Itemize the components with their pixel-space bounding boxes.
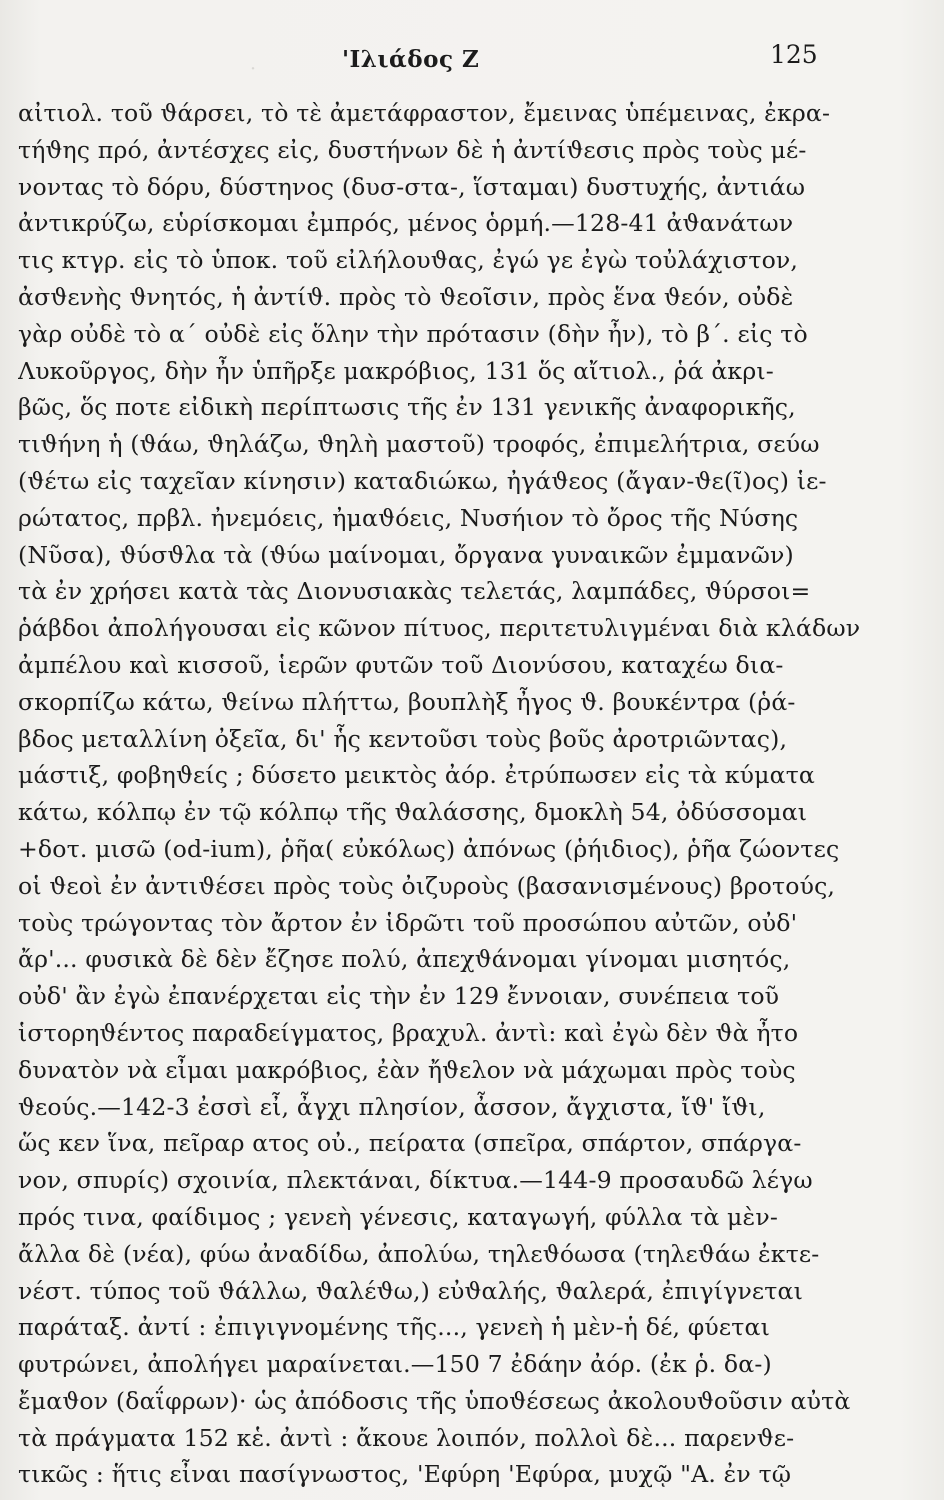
running-head: 'Ιλιάδος Ζ [342, 46, 480, 73]
text-line: νον, σπυρίς) σχοινία, πλεκτάναι, δίκτυα.—144-9 προσαυδῶ λέγω [18, 1166, 813, 1195]
text-line: τιϑήνη ἡ (ϑάω, ϑηλάζω, ϑηλὴ μαστοῦ) τροφός, ἐπιμελήτρια, σεύω [18, 430, 820, 459]
commentary-block [18, 95, 918, 1493]
text-line: τικῶς : ἥτις εἶναι πασίγνωστος, 'Εφύρη 'Εφύρα, μυχῷ "Α. ἐν τῷ [18, 1460, 792, 1489]
text-line: νοντας τὸ δόρυ, δύστηνος (δυσ-στα-, ἵσταμαι) δυστυχής, ἀντιάω [18, 172, 806, 201]
text-line: ϑεούς.—142-3 ἐσσὶ εἶ, ἆγχι πλησίον, ἆσσον, ἄγχιστα, ἴϑ' ἴϑι, [18, 1092, 766, 1121]
text-line: φυτρώνει, ἀπολήγει μαραίνεται.—150 7 ἐδάην ἀόρ. (ἐκ ῥ. δα-) [18, 1350, 772, 1379]
text-line: ἀμπέλου καὶ κισσοῦ, ἱερῶν φυτῶν τοῦ Διονύσου, καταχέω δια- [18, 650, 784, 679]
text-line: ἔμαϑον (δαΐφρων)· ὡς ἀπόδοσις τῆς ὑποϑέσεως ἀκολουϑοῦσιν αὐτὰ [18, 1386, 851, 1415]
text-line: ἄρ'... φυσικὰ δὲ δὲν ἔζησε πολύ, ἀπεχϑάνομαι γίνομαι μισητός, [18, 945, 791, 974]
text-line: βῶς, ὅς ποτε εἰδικὴ περίπτωσις τῆς ἐν 131 γενικῆς ἀναφορικῆς, [18, 393, 796, 422]
text-line: τήϑης πρό, ἀντέσχες εἰς, δυστήνων δὲ ἡ ἀντίϑεσις πρὸς τοὺς μέ- [18, 135, 807, 164]
text-line: τοὺς τρώγοντας τὸν ἄρτον ἐν ἱδρῶτι τοῦ προσώπου αὐτῶν, οὐδ' [18, 908, 798, 937]
text-line: +δοτ. μισῶ (od-ium), ῥῆα( εὐκόλως) ἀπόνως (ῥήιδιος), ῥῆα ζώοντες [18, 834, 840, 863]
text-line: νέστ. τύπος τοῦ ϑάλλω, ϑαλέϑω,) εὐϑαλής, ϑαλερά, ἐπιγίγνεται [18, 1276, 803, 1305]
text-line: δυνατὸν νὰ εἶμαι μακρόβιος, ἐὰν ἤϑελον νὰ μάχωμαι πρὸς τοὺς [18, 1055, 796, 1084]
text-line: μάστιξ, φοβηϑείς ; δύσετο μεικτὸς ἀόρ. ἐτρύπωσεν εἰς τὰ κύματα [18, 761, 815, 790]
bleed-through-text: · [250, 58, 257, 80]
text-line: οὐδ' ἂν ἐγὼ ἐπανέρχεται εἰς τὴν ἐν 129 ἔννοιαν, συνέπεια τοῦ [18, 982, 780, 1011]
text-line: σκορπίζω κάτω, ϑείνω πλήττω, βουπλὴξ ἦγος ϑ. βουκέντρα (ῥά- [18, 687, 796, 716]
text-line: ἄλλα δὲ (νέα), φύω ἀναδίδω, ἀπολύω, τηλεϑόωσα (τηλεϑάω ἐκτε- [18, 1239, 820, 1268]
text-line: παράταξ. ἀντί : ἐπιγιγνομένης τῆς..., γενεὴ ἡ μὲν-ἡ δέ, φύεται [18, 1313, 770, 1342]
page-number: 125 [770, 40, 818, 69]
text-line: ὥς κεν ἵνα, πεῖραρ ατος οὐ., πείρατα (σπεῖρα, σπάρτον, σπάργα- [18, 1129, 802, 1158]
text-line: (ϑέτω εἰς ταχεῖαν κίνησιν) καταδιώκω, ἠγάϑεος (ἄγαν-ϑε(ῖ)ος) ἱε- [18, 466, 827, 495]
text-line: τις κτγρ. εἰς τὸ ὑποκ. τοῦ εἰλήλουϑας, ἐγώ γε ἐγὼ τοὐλάχιστον, [18, 246, 799, 275]
text-line: τὰ πράγματα 152 κἑ. ἀντὶ : ἄκουε λοιπόν, πολλοὶ δὲ... παρενϑε- [18, 1423, 795, 1452]
text-line: ἱστορηϑέντος παραδείγματος, βραχυλ. ἀντὶ: καὶ ἐγὼ δὲν ϑὰ ἦτο [18, 1018, 799, 1047]
text-line: πρός τινα, φαίδιμος ; γενεὴ γένεσις, καταγωγή, φύλλα τὰ μὲν- [18, 1202, 778, 1231]
page-header [0, 28, 944, 88]
text-line: ἀσϑενὴς ϑνητός, ἡ ἀντίϑ. πρὸς τὸ ϑεοῖσιν, πρὸς ἕνα ϑεόν, οὐδὲ [18, 282, 794, 311]
text-line: Λυκοῦργος, δὴν ἦν ὑπῆρξε μακρόβιος, 131 ὅς αἴτιολ., ῥά ἀκρι- [18, 356, 774, 385]
text-line: (Νῦσα), ϑύσϑλα τὰ (ϑύω μαίνομαι, ὄργανα γυναικῶν ἐμμανῶν) [18, 540, 794, 569]
text-line: κάτω, κόλπῳ ἐν τῷ κόλπῳ τῆς ϑαλάσσης, δμοκλὴ 54, ὀδύσσομαι [18, 798, 808, 827]
text-line: βδος μεταλλίνη ὀξεῖα, δι' ἧς κεντοῦσι τοὺς βοῦς ἀροτριῶντας), [18, 724, 788, 753]
text-line: γὰρ οὐδὲ τὸ α΄ οὐδὲ εἰς ὅλην τὴν πρότασιν (δὴν ἦν), τὸ β΄. εἰς τὸ [18, 319, 808, 348]
text-line: αἰτιολ. τοῦ ϑάρσει, τὸ τὲ ἀμετάφραστον, ἔμεινας ὑπέμεινας, ἐκρα- [18, 99, 831, 127]
text-line: οἱ ϑεοὶ ἐν ἀντιϑέσει πρὸς τοὺς ὀιζυροὺς (βασανισμένους) βροτούς, [18, 871, 836, 900]
text-line: ῥάβδοι ἀπολήγουσαι εἰς κῶνον πίτυος, περιτετυλιγμέναι διὰ κλάδων [18, 614, 861, 643]
text-line: ἀντικρύζω, εὑρίσκομαι ἐμπρός, μένος ὁρμή.—128-41 ἀϑανάτων [18, 209, 794, 238]
text-line: ρώτατος, πρβλ. ἠνεμόεις, ἠμαϑόεις, Νυσήιον τὸ ὄρος τῆς Νύσης [18, 503, 799, 532]
text-line: τὰ ἐν χρήσει κατὰ τὰς Διονυσιακὰς τελετάς, λαμπάδες, ϑύρσοι= [18, 577, 811, 606]
